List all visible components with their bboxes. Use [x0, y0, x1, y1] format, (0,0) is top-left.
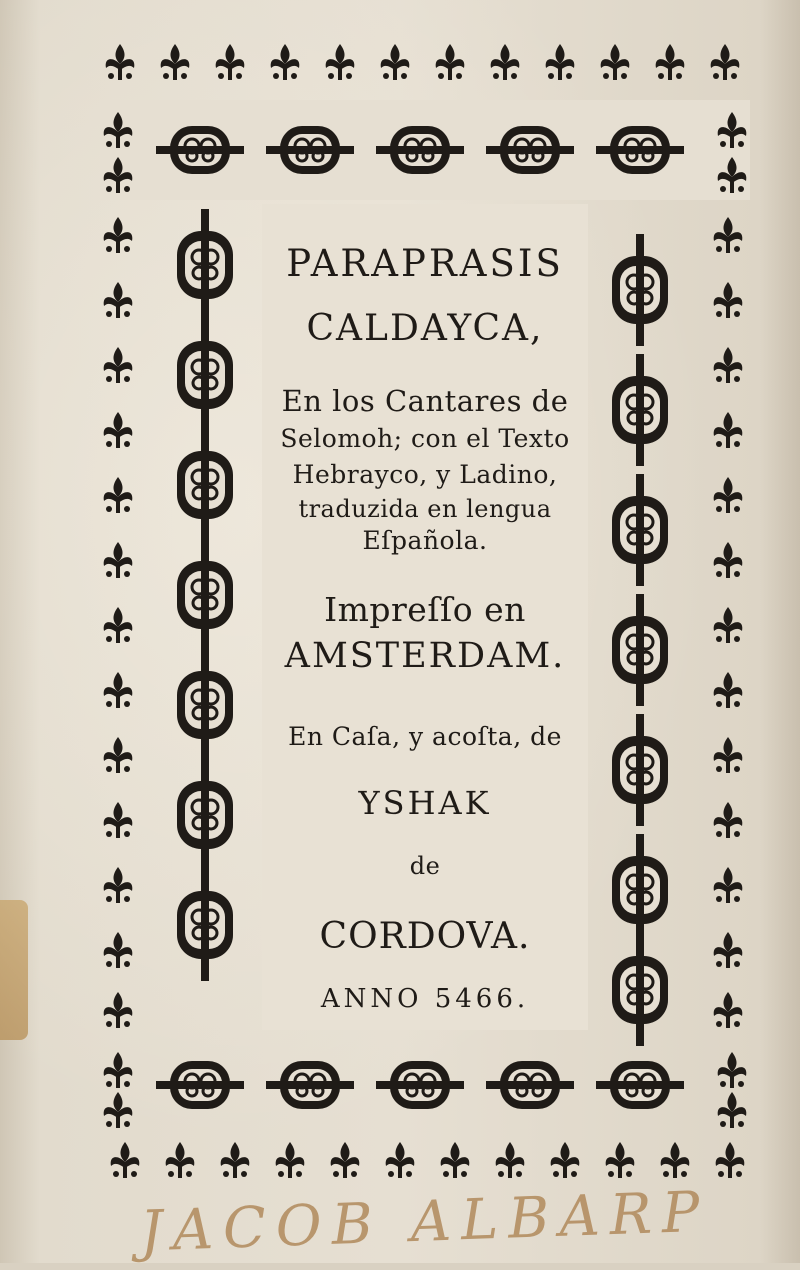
handwritten-signature: JACOB ALBARP: [138, 1179, 711, 1265]
title-text-panel: [262, 204, 588, 1030]
subtitle-line-3: Hebrayco, y Ladino,: [292, 460, 558, 489]
printer-intro-line: En Caſa, y acoſta, de: [288, 722, 562, 751]
subtitle-line-1: En los Cantares de: [281, 384, 569, 418]
imprint-line: Impreſſo en: [324, 590, 526, 629]
subtitle-line-5: Eſpañola.: [362, 526, 488, 555]
city-line: AMSTERDAM.: [284, 636, 566, 676]
right-border-column: [612, 217, 742, 1046]
title-line-paraprasis: PARAPRASIS: [286, 242, 564, 285]
printer-surname-line: CORDOVA.: [319, 916, 531, 957]
bottom-fleuron-row: [111, 1142, 745, 1178]
left-border-column: [104, 209, 233, 1028]
year-line: ANNO 5466.: [320, 984, 530, 1014]
subtitle-line-2: Selomoh; con el Texto: [280, 424, 570, 453]
printer-name-line: YSHAK: [358, 784, 492, 822]
top-fleuron-row: [106, 44, 740, 80]
subtitle-line-4: traduzida en lengua: [298, 495, 552, 523]
printer-de-line: de: [409, 852, 441, 880]
top-rosette-band: [100, 100, 750, 200]
bottom-rosette-band: [104, 1052, 747, 1128]
title-line-caldayca: CALDAYCA,: [306, 308, 544, 349]
